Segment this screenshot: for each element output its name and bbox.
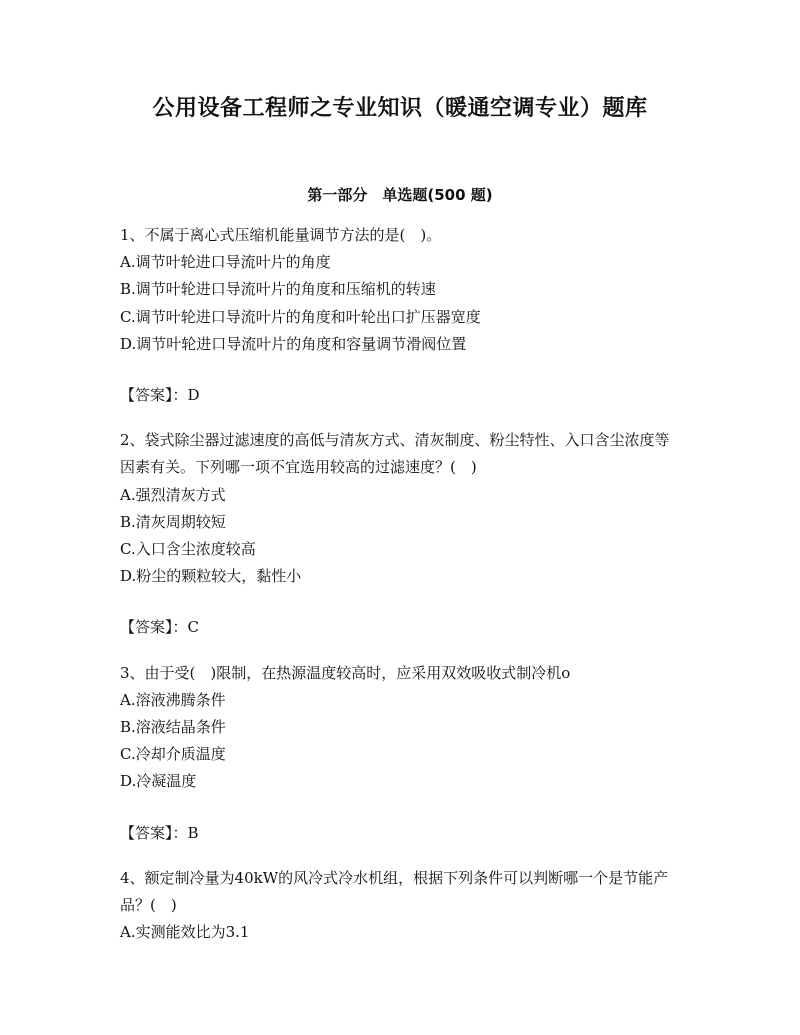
question-stem: 3、由于受( )限制，在热源温度较高时，应采用双效吸收式制冷机o — [120, 663, 571, 682]
question-stem: 4、额定制冷量为40kW的风冷式冷水机组，根据下列条件可以判断哪一个是节能产品？( ) — [120, 868, 669, 915]
option-a: A.强烈清灰方式 — [120, 485, 226, 504]
answer-label: 【答案】： — [120, 386, 188, 405]
answer-line — [120, 614, 680, 641]
option-d: D.粉尘的颗粒较大，黏性小 — [120, 567, 302, 586]
option-c: C.调节叶轮进口导流叶片的角度和叶轮出口扩压器宽度 — [120, 307, 481, 326]
document-title: 公用设备工程师之专业知识（暖通空调专业）题库 — [152, 95, 648, 121]
option-b: B.溶液结晶条件 — [120, 718, 226, 737]
option-b: B.清灰周期较短 — [120, 512, 226, 531]
option-c: C.入口含尘浓度较高 — [120, 540, 256, 559]
answer-label: 【答案】： — [120, 823, 188, 842]
option-d: D.调节叶轮进口导流叶片的角度和容量调节滑阀位置 — [120, 334, 467, 353]
option-a: A.调节叶轮进口导流叶片的角度 — [120, 253, 331, 272]
question-stem: 2、袋式除尘器过滤速度的高低与清灰方式、清灰制度、粉尘特性、入口含尘浓度等因素有关。下列哪一项不宜选用较高的过滤速度？( ) — [120, 431, 670, 477]
answer-value: C — [187, 618, 199, 637]
option-d: D.冷凝温度 — [120, 772, 197, 791]
option-c: C.冷却介质温度 — [120, 745, 226, 764]
answer-line — [120, 820, 680, 847]
answer-value: D — [187, 386, 200, 405]
question-4 — [120, 865, 680, 947]
section-heading: 第一部分 单选题(500 题) — [307, 186, 493, 204]
question-list — [120, 222, 680, 946]
question-2 — [120, 427, 680, 641]
answer-line — [120, 382, 680, 409]
answer-value: B — [187, 823, 199, 842]
question-stem: 1、不属于离心式压缩机能量调节方法的是( )。 — [120, 226, 442, 244]
question-1 — [120, 222, 680, 409]
option-b: B.调节叶轮进口导流叶片的角度和压缩机的转速 — [120, 280, 436, 299]
answer-label: 【答案】： — [120, 618, 188, 637]
option-a: A.实测能效比为3.1 — [120, 923, 250, 942]
option-a: A.溶液沸腾条件 — [120, 690, 226, 709]
question-3 — [120, 660, 680, 847]
